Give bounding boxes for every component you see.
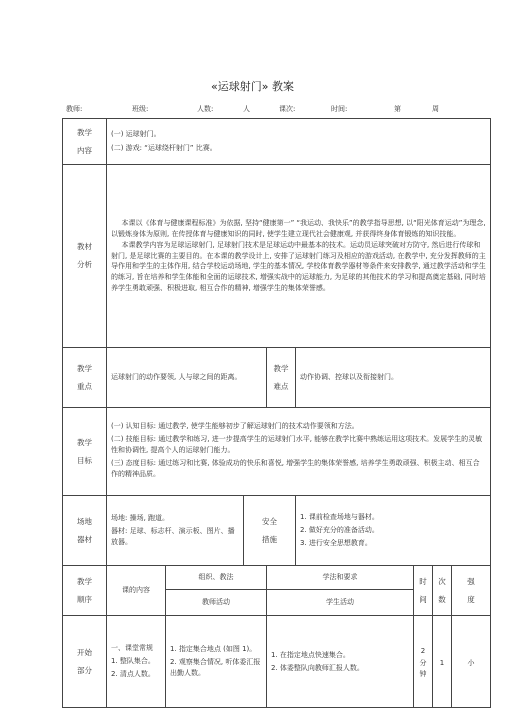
goal-item: (二) 技能目标: 通过教学和练习, 进一步提高学生的运球射门水平, 能够在教学比赛中熟练运用这项技术。发展学生的灵敏性和协调性, 提高个人的运球射门能力。	[111, 435, 483, 455]
week-prefix: 第	[394, 105, 401, 113]
count-unit: 人	[243, 105, 250, 113]
goals-cell	[107, 408, 491, 496]
safety-item: 3. 进行安全思想教育。	[300, 539, 372, 548]
analysis-cell	[107, 165, 491, 348]
site-text: 场地: 操场, 跑道。	[111, 514, 170, 523]
keypoints-row	[63, 348, 491, 408]
safety-item: 1. 课前检查场地与器材。	[300, 512, 379, 521]
analysis-row	[63, 165, 491, 348]
start-student-line: 2. 体委整队向教师汇报人数。	[271, 663, 364, 672]
key-point-label: 教学 重点	[63, 348, 107, 408]
content-column-header: 课的内容	[107, 566, 166, 616]
week-unit: 周	[432, 105, 439, 113]
content-row	[63, 119, 491, 165]
analysis-paragraph: 本课教学内容为足球运球射门, 足球射门技术是足球运动中最基本的技术。运动员运球突破对方防守, 然后进行传球和射门, 是足球比赛的主要目的。在本课的教学设计上, 安排了运球射门练习及相应的游戏活动, 在教学中, 充分发挥教师的主导作用和学生的主体作用, 结合学校运动场地, 学生的基本情况, 学校体育教学器材等条件来安排教学, 通过教学活动和学生的练习, 旨在培养和学生体能和全面的运球技术, 增强实战中的运球能力, 为足球的其他技术的学习和提高奠定基础, 同时培养学生勇敢顽强、积极进取, 相互合作的精神, 增强学生的集体荣誉感。	[111, 240, 486, 293]
method-column-header: 学法和要求	[267, 566, 414, 590]
document-title: «运球射门» 教案	[211, 80, 294, 93]
equipment-text: 器材: 足球、标志杆、演示板、图片、播放器。	[111, 527, 235, 546]
lesson-label: 课次:	[279, 105, 296, 113]
content-label: 教学 内容	[63, 119, 107, 165]
organization-column-header: 组织、教法	[166, 566, 267, 590]
lesson-plan-table	[62, 118, 491, 708]
venue-row	[63, 496, 491, 566]
times-column-header: 次 数	[433, 566, 452, 616]
start-teacher-line: 2. 观察集合情况, 听体委汇报出勤人数。	[170, 658, 261, 677]
time-label: 时间:	[331, 105, 348, 113]
start-teacher-line: 1. 指定集合地点 (如图 1)。	[170, 645, 257, 654]
safety-cell	[296, 496, 491, 566]
time-column-header: 时 间	[414, 566, 433, 616]
start-teacher-cell	[166, 616, 267, 708]
start-content-line: 1. 整队集合。	[111, 656, 155, 665]
content-cell	[107, 119, 491, 165]
venue-cell	[107, 496, 244, 566]
difficulty-label: 教学 难点	[267, 348, 296, 408]
goal-item: (三) 态度目标: 通过练习和比赛, 体验成功的快乐和喜悦, 增强学生的集体荣誉感, 培养学生勇敢顽强、积极主动、相互合作的精神品质。	[111, 458, 480, 478]
key-point-text: 运球射门的动作要领, 人与球之间的距离。	[107, 348, 267, 408]
analysis-label: 教材 分析	[63, 165, 107, 348]
goals-row	[63, 408, 491, 496]
start-times-cell: 1	[433, 616, 452, 708]
start-student-cell	[267, 616, 414, 708]
safety-item: 2. 做好充分的准备活动。	[300, 525, 379, 534]
goals-label: 教学 目标	[63, 408, 107, 496]
venue-label: 场地 器材	[63, 496, 107, 566]
procedure-header-row	[63, 566, 491, 590]
content-item: (一) 运球射门。	[111, 130, 161, 139]
lesson-meta-row	[0, 104, 505, 116]
start-intensity-cell: 小	[452, 616, 491, 708]
count-label: 人数:	[197, 105, 214, 113]
content-item: (二) 游戏: “运球绕杆射门” 比赛。	[111, 143, 217, 152]
teacher-label: 教师:	[66, 105, 83, 113]
difficulty-text: 动作协调、控球以及衔接射门。	[296, 348, 491, 408]
start-content-line: 2. 清点人数。	[111, 670, 155, 679]
goal-item: (一) 认知目标: 通过教学, 使学生能够初步了解运球射门的技术动作要领和方法。	[111, 422, 359, 431]
start-content-line: 一、课堂常规	[111, 643, 153, 652]
start-time-cell: 2 分 钟	[414, 616, 433, 708]
start-part-row	[63, 616, 491, 708]
class-label: 班级:	[132, 105, 149, 113]
intensity-column-header: 强 度	[452, 566, 491, 616]
analysis-paragraph: 本课以《体育与健康课程标准》为依据, 坚持“健康第一” “我运动、我快乐”的教学指导思想, 以“阳光体育运动”为理念, 以锻炼身体为原则, 在传授体育与健康知识的同时, 使学生建立现代社会健康观, 并获得终身体育锻炼的知识技能。	[111, 219, 486, 238]
teacher-activity-header: 教师活动	[166, 590, 267, 616]
student-activity-header: 学生活动	[267, 590, 414, 616]
safety-label: 安全 措施	[244, 496, 296, 566]
start-content-cell	[107, 616, 166, 708]
start-student-line: 1. 在指定地点快速集合。	[271, 650, 350, 659]
procedure-label: 教学 顺序	[63, 566, 107, 616]
start-part-label: 开始 部分	[63, 616, 107, 708]
